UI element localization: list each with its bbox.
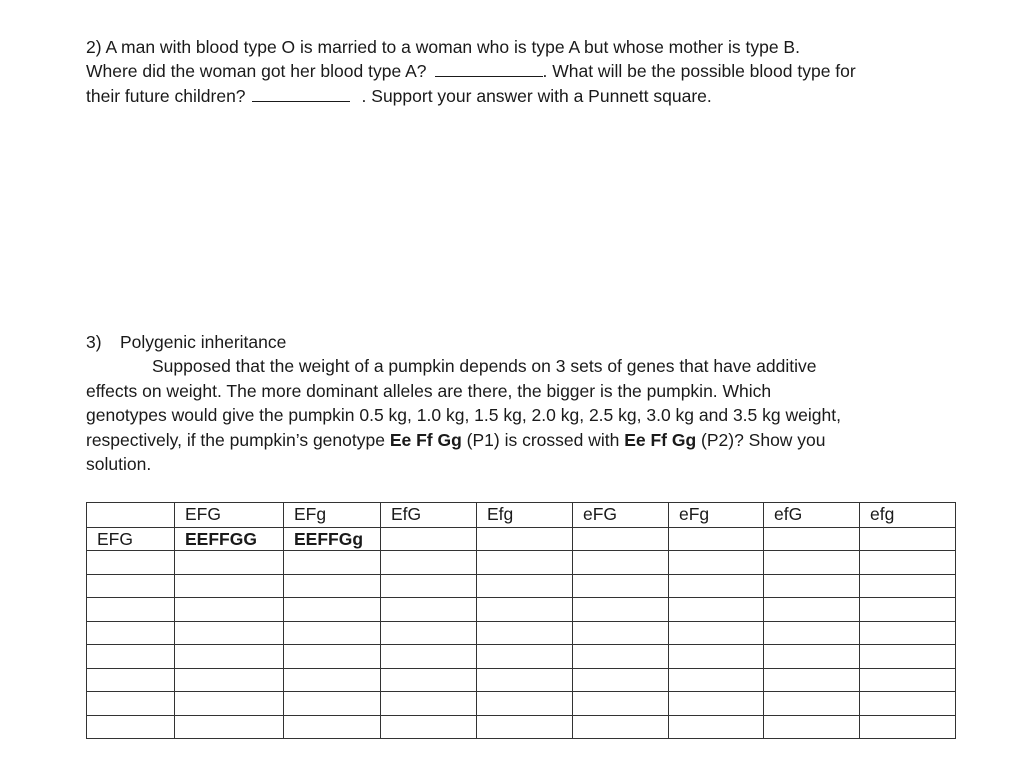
q3-line-4-text-2: (P1) is crossed with: [461, 429, 625, 450]
table-cell[interactable]: [381, 551, 477, 575]
table-cell[interactable]: [477, 551, 573, 575]
table-cell[interactable]: [860, 692, 956, 716]
table-cell[interactable]: [284, 668, 381, 692]
row-header[interactable]: [87, 621, 175, 645]
table-cell[interactable]: [669, 574, 764, 598]
table-cell[interactable]: [175, 668, 284, 692]
table-row: [87, 668, 956, 692]
table-row: [87, 715, 956, 739]
table-cell[interactable]: EEFFGg: [284, 527, 381, 551]
table-cell[interactable]: [381, 598, 477, 622]
table-cell[interactable]: [175, 692, 284, 716]
table-cell[interactable]: [669, 692, 764, 716]
table-cell[interactable]: [860, 668, 956, 692]
q2-line-2-text: Where did the woman got her blood type A?: [86, 61, 427, 82]
table-cell[interactable]: [381, 715, 477, 739]
table-cell[interactable]: [284, 621, 381, 645]
table-cell[interactable]: [860, 527, 956, 551]
table-cell[interactable]: [477, 574, 573, 598]
question-3: [86, 330, 841, 476]
table-cell[interactable]: [860, 645, 956, 669]
column-header: eFg: [669, 503, 764, 528]
table-cell[interactable]: [669, 668, 764, 692]
table-cell[interactable]: [477, 527, 573, 551]
q3-line-4-text-3: (P2)? Show you: [696, 429, 826, 450]
table-cell[interactable]: [381, 645, 477, 669]
punnett-square-table: [86, 502, 956, 739]
answer-blank-2[interactable]: [252, 84, 350, 102]
table-cell[interactable]: [381, 668, 477, 692]
column-header: efG: [764, 503, 860, 528]
table-cell[interactable]: EEFFGG: [175, 527, 284, 551]
q3-line-4: [86, 428, 841, 452]
table-cell[interactable]: [573, 527, 669, 551]
table-corner-cell: [87, 503, 175, 528]
column-header: Efg: [477, 503, 573, 528]
q3-line-1: [86, 354, 841, 378]
q3-heading: [86, 330, 841, 354]
table-cell[interactable]: [860, 551, 956, 575]
table-cell[interactable]: [669, 645, 764, 669]
table-cell[interactable]: [764, 692, 860, 716]
table-row: [87, 574, 956, 598]
table-cell[interactable]: [573, 621, 669, 645]
table-cell[interactable]: [477, 598, 573, 622]
p2-genotype: Ee Ff Gg: [624, 429, 697, 450]
p1-genotype: Ee Ff Gg: [389, 429, 462, 450]
table-cell[interactable]: [477, 621, 573, 645]
q3-line-4-text: respectively, if the pumpkin’s genotype: [86, 429, 390, 450]
q2-line-3-text-2: . Support your answer with a Punnett square.: [361, 85, 712, 106]
row-header[interactable]: [87, 668, 175, 692]
table-header-row: [87, 503, 956, 528]
table-cell[interactable]: [764, 668, 860, 692]
q3-line-3: genotypes would give the pumpkin 0.5 kg, 1.0 kg, 1.5 kg, 2.0 kg, 2.5 kg, 3.0 kg and 3.5 kg weight,: [86, 405, 841, 426]
row-header[interactable]: [87, 645, 175, 669]
table-cell[interactable]: [669, 715, 764, 739]
table-cell[interactable]: [284, 692, 381, 716]
q3-line-1-text: Supposed that the weight of a pumpkin depends on 3 sets of genes that have additive: [152, 356, 817, 377]
table-cell[interactable]: [573, 715, 669, 739]
table-cell[interactable]: [764, 715, 860, 739]
row-header: EFG: [87, 527, 175, 551]
table-row: [87, 692, 956, 716]
table-cell[interactable]: [764, 574, 860, 598]
column-header: EfG: [381, 503, 477, 528]
table-cell[interactable]: [573, 668, 669, 692]
table-cell[interactable]: [764, 598, 860, 622]
table-cell[interactable]: [175, 598, 284, 622]
table-cell[interactable]: [764, 645, 860, 669]
table-cell[interactable]: [860, 715, 956, 739]
row-header[interactable]: [87, 574, 175, 598]
table-cell[interactable]: [860, 574, 956, 598]
table-cell[interactable]: [477, 692, 573, 716]
table-row: [87, 598, 956, 622]
table-cell[interactable]: [573, 598, 669, 622]
table-cell[interactable]: [860, 621, 956, 645]
table-cell[interactable]: [573, 692, 669, 716]
table-cell[interactable]: [764, 551, 860, 575]
q2-line-2-text-2: . What will be the possible blood type for: [542, 61, 856, 82]
column-header: EFg: [284, 503, 381, 528]
table-cell[interactable]: [284, 715, 381, 739]
table-cell[interactable]: [669, 598, 764, 622]
table-cell[interactable]: [573, 551, 669, 575]
table-cell[interactable]: [669, 527, 764, 551]
row-header[interactable]: [87, 692, 175, 716]
column-header: eFG: [573, 503, 669, 528]
table-cell[interactable]: [477, 645, 573, 669]
table-cell[interactable]: [573, 645, 669, 669]
table-cell[interactable]: [175, 621, 284, 645]
q2-line-2: [86, 59, 856, 83]
table-cell[interactable]: [477, 715, 573, 739]
q3-line-2: effects on weight. The more dominant alleles are there, the bigger is the pumpkin. Which: [86, 380, 772, 401]
table-cell[interactable]: [573, 574, 669, 598]
column-header: EFG: [175, 503, 284, 528]
q2-line-3: [86, 84, 856, 108]
row-header[interactable]: [87, 715, 175, 739]
table-cell[interactable]: [284, 598, 381, 622]
q3-line-5: solution.: [86, 454, 152, 475]
table-cell[interactable]: [175, 574, 284, 598]
table-cell[interactable]: [477, 668, 573, 692]
table-cell[interactable]: [175, 645, 284, 669]
table-cell[interactable]: [284, 645, 381, 669]
q3-number: 3): [86, 332, 102, 352]
table-cell[interactable]: [669, 621, 764, 645]
table-cell[interactable]: [175, 715, 284, 739]
table-cell[interactable]: [381, 692, 477, 716]
table-cell[interactable]: [381, 527, 477, 551]
table-cell[interactable]: [381, 574, 477, 598]
answer-blank-1[interactable]: [435, 59, 543, 77]
q3-title: Polygenic inheritance: [120, 332, 287, 352]
row-header[interactable]: [87, 551, 175, 575]
row-header[interactable]: [87, 598, 175, 622]
table-row: [87, 527, 956, 551]
table-cell[interactable]: [284, 574, 381, 598]
table-cell[interactable]: [860, 598, 956, 622]
q2-line-3-text: their future children?: [86, 85, 246, 106]
table-cell[interactable]: [764, 621, 860, 645]
table-row: [87, 551, 956, 575]
question-2: [86, 35, 856, 108]
table-cell[interactable]: [175, 551, 284, 575]
table-cell[interactable]: [284, 551, 381, 575]
column-header: efg: [860, 503, 956, 528]
table-cell[interactable]: [764, 527, 860, 551]
table-row: [87, 645, 956, 669]
table-row: [87, 621, 956, 645]
table-cell[interactable]: [669, 551, 764, 575]
q2-line-1: 2) A man with blood type O is married to a woman who is type A but whose mother is type B.: [86, 37, 800, 57]
table-cell[interactable]: [381, 621, 477, 645]
